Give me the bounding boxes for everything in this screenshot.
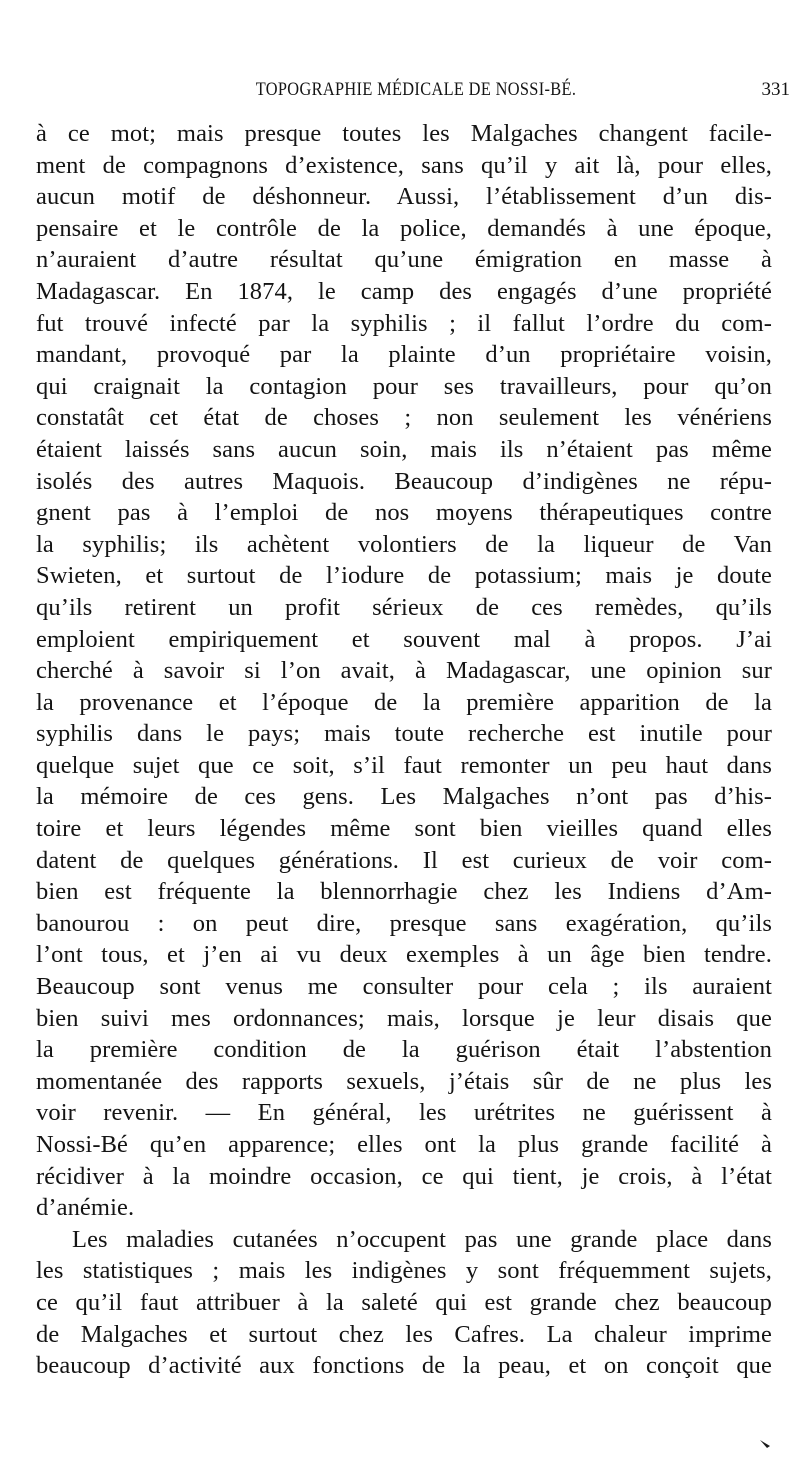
text-line: la provenance et l’époque de la première apparition de la	[36, 688, 772, 716]
text-line: datent de quelques générations. Il est curieux de voir com-	[36, 846, 772, 874]
text-line: constatât cet état de choses ; non seulement les vénériens	[36, 404, 772, 432]
text-line: récidiver à la moindre occasion, ce qui tient, je crois, à l’état	[36, 1162, 772, 1190]
text-line: bien est fréquente la blennorrhagie chez les Indiens d’Am-	[36, 878, 772, 906]
page-header	[36, 79, 796, 109]
text-line: beaucoup d’activité aux fonctions de la peau, et on conçoit que	[36, 1352, 772, 1380]
text-line: Madagascar. En 1874, le camp des engagés d’une propriété	[36, 277, 772, 305]
text-line: quelque sujet que ce soit, s’il faut remonter un peu haut dans	[36, 751, 772, 779]
text-line: toire et leurs légendes même sont bien vieilles quand elles	[36, 815, 772, 843]
text-line: la première condition de la guérison était l’abstention	[36, 1036, 772, 1064]
text-line: Swieten, et surtout de l’iodure de potassium; mais je doute	[36, 562, 772, 590]
text-line: de Malgaches et surtout chez les Cafres. La chaleur imprime	[36, 1320, 772, 1348]
body-text	[36, 118, 772, 1382]
text-line: isolés des autres Maquois. Beaucoup d’indigènes ne répu-	[36, 467, 772, 495]
text-line: ment de compagnons d’existence, sans qu’il y ait là, pour elles,	[36, 151, 772, 179]
text-line-paragraph-start: Les maladies cutanées n’occupent pas une grande place dans	[72, 1225, 772, 1253]
text-line: banourou : on peut dire, presque sans exagération, qu’ils	[36, 909, 772, 937]
text-line: fut trouvé infecté par la syphilis ; il fallut l’ordre du com-	[36, 309, 772, 337]
text-line: qu’ils retirent un profit sérieux de ces remèdes, qu’ils	[36, 593, 772, 621]
text-line: la mémoire de ces gens. Les Malgaches n’ont pas d’his-	[36, 783, 772, 811]
text-line: étaient laissés sans aucun soin, mais ils n’étaient pas même	[36, 435, 772, 463]
text-line: emploient empiriquement et souvent mal à propos. J’ai	[36, 625, 772, 653]
text-line: cherché à savoir si l’on avait, à Madagascar, une opinion sur	[36, 657, 772, 685]
text-line: pensaire et le contrôle de la police, demandés à une époque,	[36, 214, 772, 242]
running-title: TOPOGRAPHIE MÉDICALE DE NOSSI-BÉ.	[255, 79, 577, 100]
text-line: momentanée des rapports sexuels, j’étais sûr de ne plus les	[36, 1067, 772, 1095]
text-line: voir revenir. — En général, les urétrites ne guérissent à	[36, 1099, 772, 1127]
text-line: n’auraient d’autre résultat qu’une émigration en masse à	[36, 246, 772, 274]
text-line: à ce mot; mais presque toutes les Malgaches changent facile-	[36, 120, 772, 147]
text-line: Nossi-Bé qu’en apparence; elles ont la plus grande facilité à	[36, 1131, 772, 1158]
text-line: Beaucoup sont venus me consulter pour cela ; ils auraient	[36, 973, 772, 1001]
page-number: 331	[761, 79, 790, 100]
text-line: les statistiques ; mais les indigènes y sont fréquemment sujets,	[36, 1257, 772, 1285]
text-line: l’ont tous, et j’en ai vu deux exemples à un âge bien tendre.	[36, 941, 772, 969]
text-line: qui craignait la contagion pour ses travailleurs, pour qu’on	[36, 372, 772, 400]
text-line: gnent pas à l’emploi de nos moyens thérapeutiques contre	[36, 499, 772, 527]
text-line: aucun motif de déshonneur. Aussi, l’établissement d’un dis-	[36, 183, 772, 211]
text-line: la syphilis; ils achètent volontiers de la liqueur de Van	[36, 530, 772, 558]
text-line: syphilis dans le pays; mais toute recherche est inutile pour	[36, 720, 772, 748]
text-line: mandant, provoqué par la plainte d’un propriétaire voisin,	[36, 341, 772, 369]
text-line-paragraph-end: d’anémie.	[36, 1194, 135, 1222]
corner-mark-icon	[760, 1440, 770, 1448]
text-line: bien suivi mes ordonnances; mais, lorsque je leur disais que	[36, 1004, 772, 1032]
text-line: ce qu’il faut attribuer à la saleté qui est grande chez beaucoup	[36, 1288, 772, 1316]
